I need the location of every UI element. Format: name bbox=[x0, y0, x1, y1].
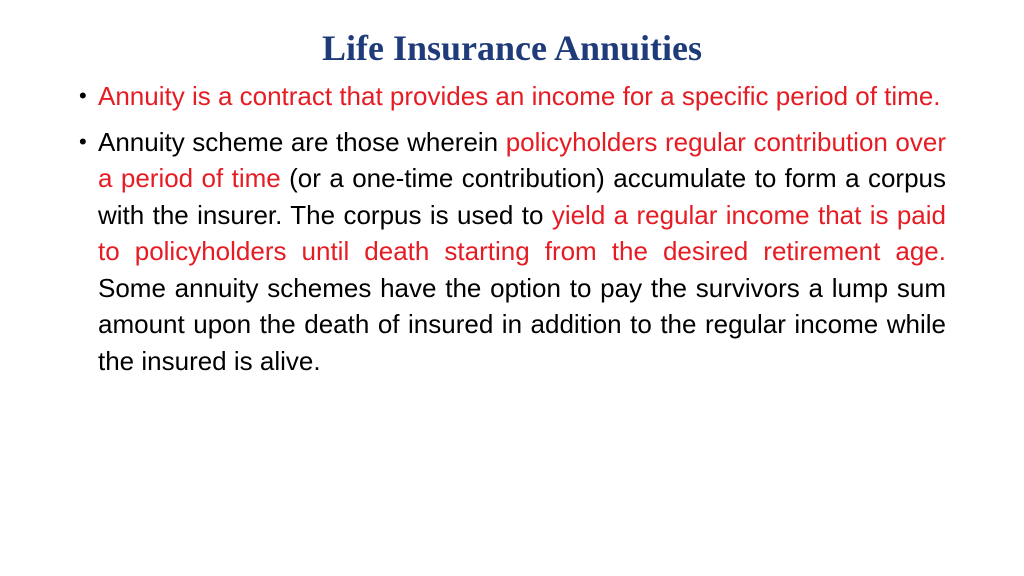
bullet-item bbox=[79, 124, 946, 380]
bullet-text-highlight: Annuity is a contract that provides an income for a specific period of time. bbox=[98, 81, 941, 111]
slide-title: Life Insurance Annuities bbox=[321, 28, 703, 68]
bullet-text: Some annuity schemes have the option to pay the survivors a lump sum amount upon the death of insured in addition to the regular income while the insured is alive. bbox=[98, 272, 946, 376]
bullet-text: (or a one-time contribution) accumulate to form a corpus with the insurer. The corpus is used to bbox=[98, 163, 946, 230]
bullet-text-highlight: yield a regular income that is paid to policyholders until death starting from the desired retirement age. bbox=[98, 199, 947, 266]
bullet-marker-icon: • bbox=[79, 83, 87, 108]
bullet-text-highlight: policyholders regular contribution over a period of time bbox=[98, 126, 946, 193]
bullet-text: Annuity scheme are those wherein bbox=[98, 126, 506, 157]
bullet-item bbox=[79, 78, 946, 115]
bullet-list bbox=[79, 78, 946, 388]
bullet-marker-icon: • bbox=[79, 128, 87, 154]
